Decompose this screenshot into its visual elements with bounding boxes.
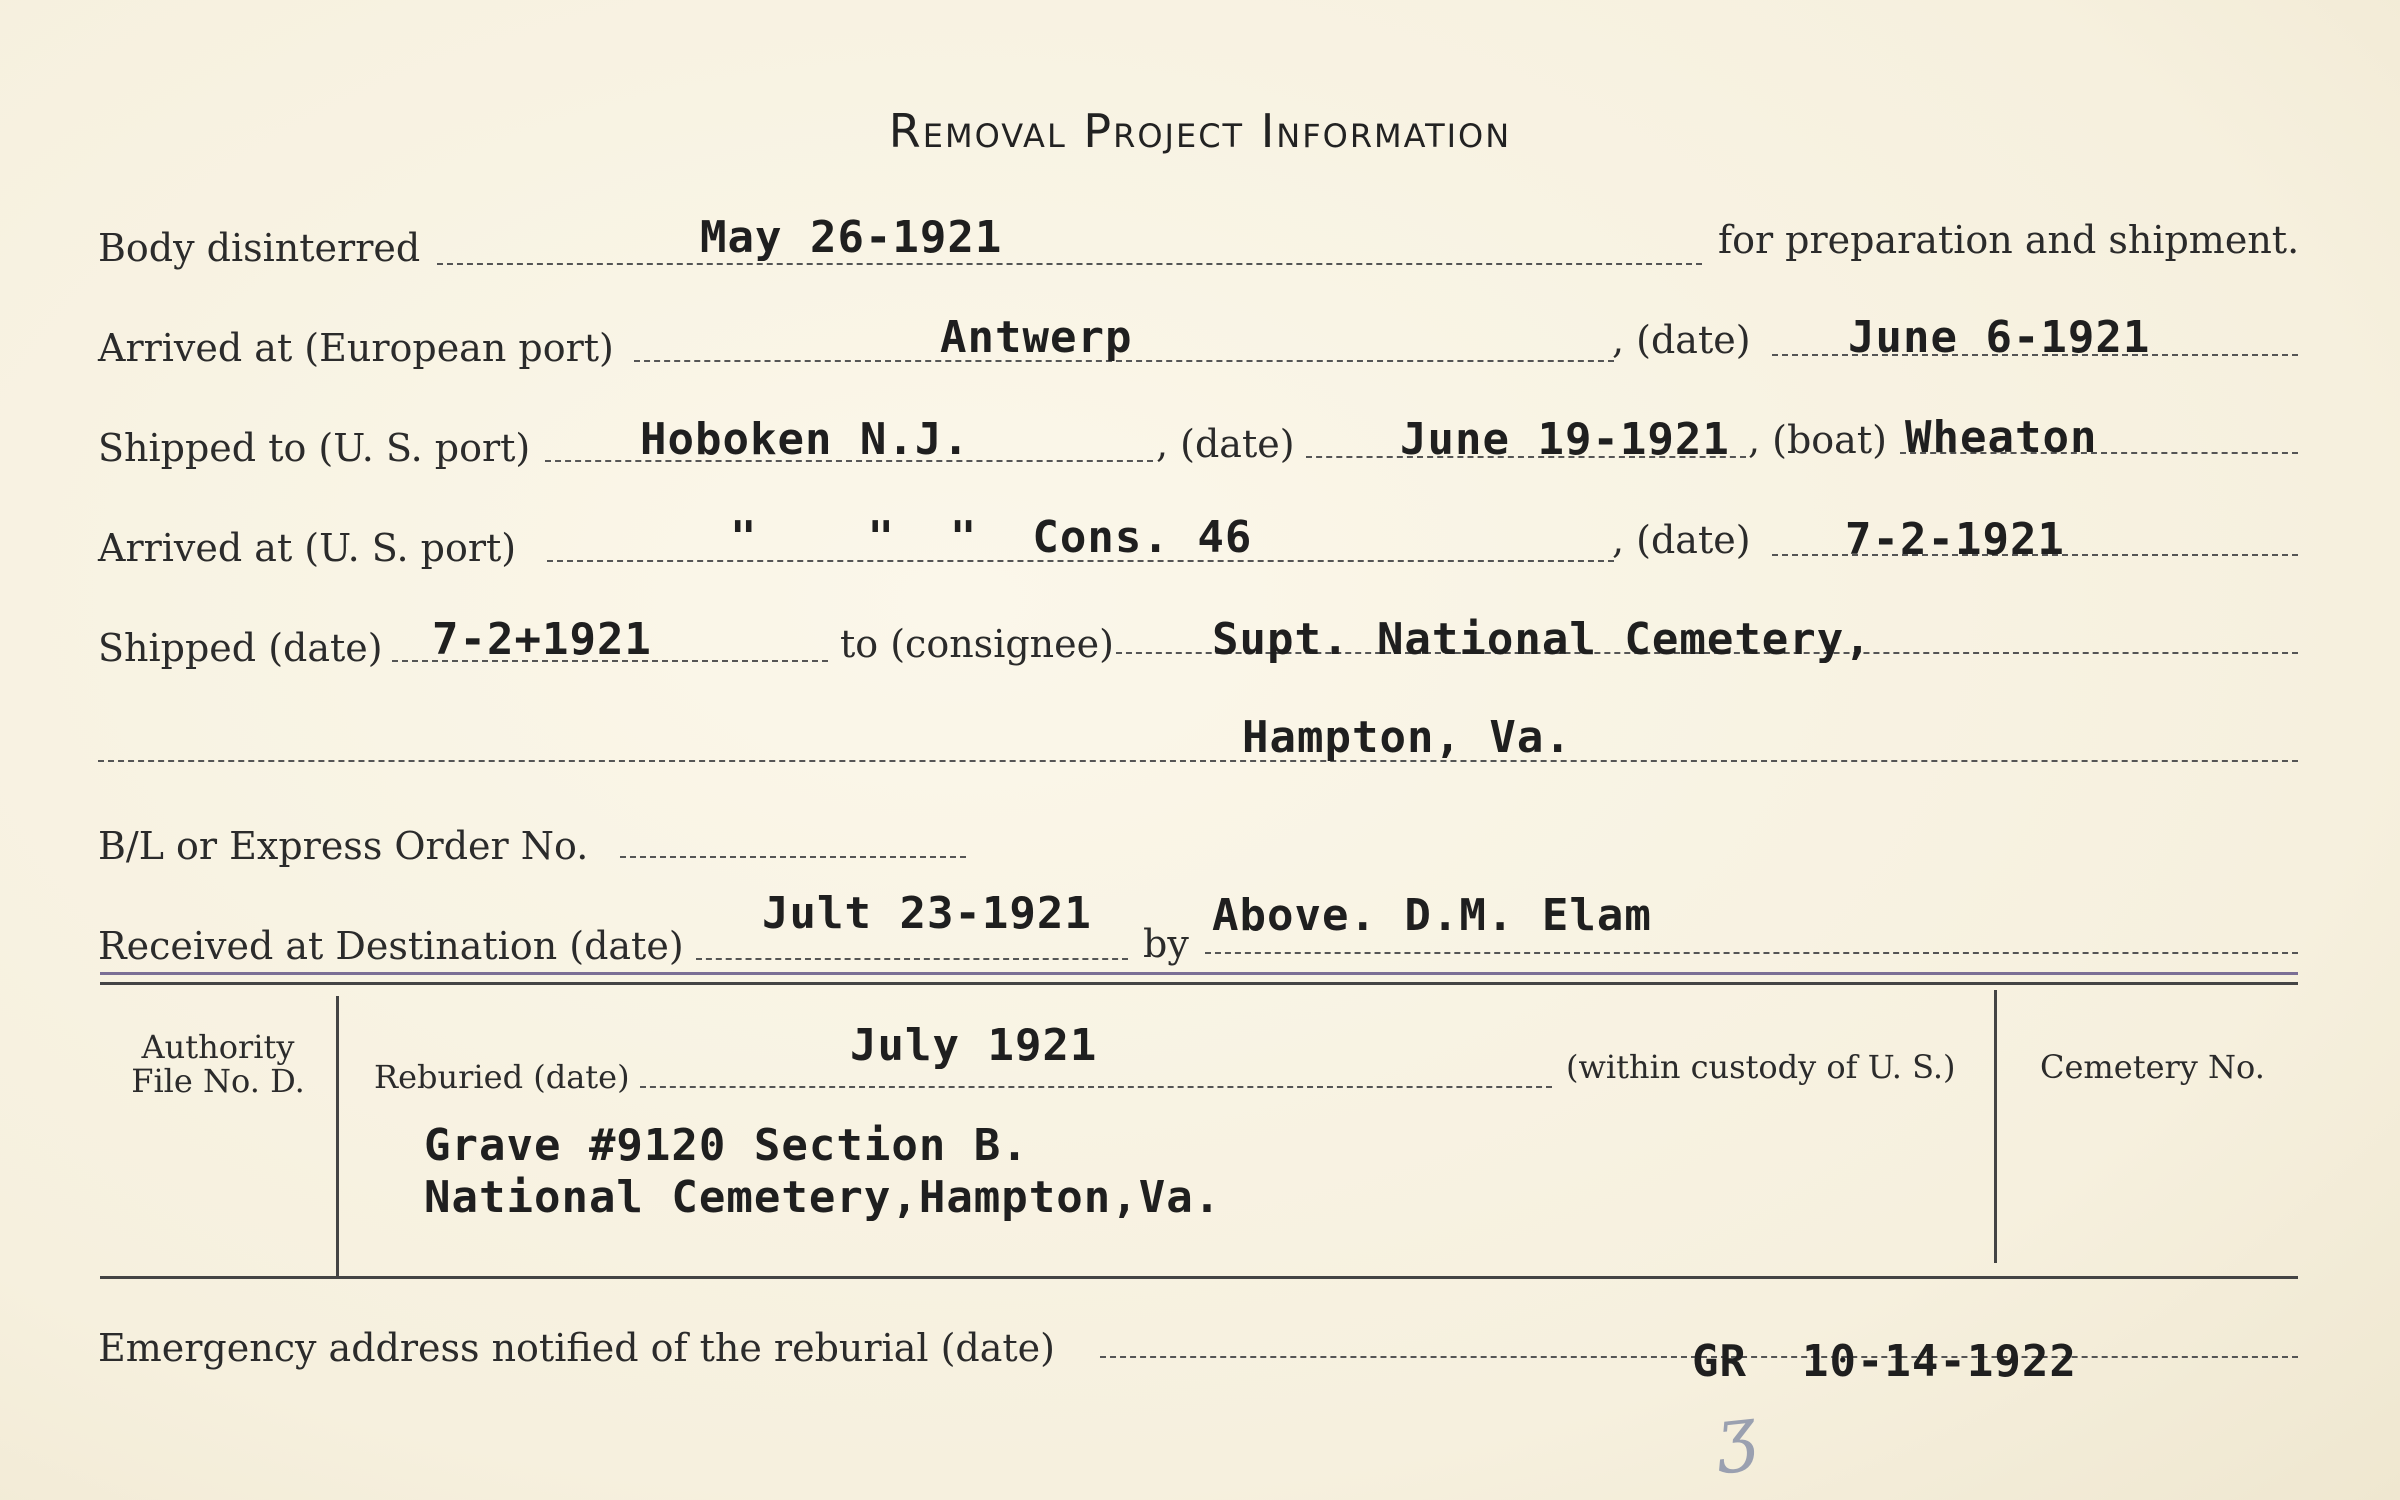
box-bottom-rule: [100, 1276, 2298, 1279]
emergency-value: GR 10-14-1922: [1692, 1336, 2077, 1387]
reburied-line: [640, 1086, 1552, 1088]
shipped-to-us-value: Hoboken N.J.: [640, 414, 970, 465]
arrived-us-label: Arrived at (U. S. port): [98, 526, 517, 570]
consignee-label: to (consignee): [840, 622, 1114, 666]
received-by-value: Above. D.M. Elam: [1212, 890, 1652, 941]
authority-label: Authority File No. D.: [131, 1028, 305, 1100]
grave-line-2: National Cemetery,Hampton,Va.: [424, 1172, 1222, 1223]
shipped-to-us-label: Shipped to (U. S. port): [98, 426, 531, 470]
body-disinterred-line: [437, 263, 1702, 265]
custody-label: (within custody of U. S.): [1566, 1048, 1956, 1086]
arrived-european-date: June 6-1921: [1848, 312, 2151, 363]
received-by-label: by: [1143, 922, 1189, 966]
box-top-rule-1: [100, 972, 2298, 975]
arrived-us-date-label: , (date): [1612, 518, 1751, 562]
shipped-date-label: Shipped (date): [98, 626, 383, 670]
received-value: Jult 23-1921: [762, 888, 1092, 939]
reburied-value: July 1921: [850, 1020, 1098, 1071]
reburied-label: Reburied (date): [374, 1058, 630, 1096]
grave-line-1: Grave #9120 Section B.: [424, 1120, 1029, 1171]
bl-line: [620, 856, 966, 858]
emergency-label: Emergency address notified of the reburial (date): [98, 1326, 1055, 1370]
consignee-value-2: Hampton, Va.: [1242, 712, 1572, 763]
shipped-to-us-boat: Wheaton: [1905, 412, 2098, 463]
consignee-line-2: [98, 760, 2298, 762]
arrived-european-label: Arrived at (European port): [98, 326, 614, 370]
received-by-line: [1205, 952, 2298, 954]
received-line: [696, 958, 1128, 960]
box-divider-left: [336, 996, 339, 1276]
cemetery-no-label: Cemetery No.: [2040, 1048, 2265, 1086]
arrived-european-date-label: , (date): [1612, 318, 1751, 362]
shipped-to-us-date-label: , (date): [1156, 422, 1295, 466]
arrived-us-value: " " " Cons. 46: [730, 512, 1253, 563]
body-disinterred-value: May 26-1921: [700, 212, 1003, 263]
shipped-date-value: 7-2+1921: [432, 614, 652, 665]
shipped-to-us-boat-label: , (boat): [1748, 418, 1887, 462]
received-label: Received at Destination (date): [98, 924, 684, 968]
consignee-value: Supt. National Cemetery,: [1212, 614, 1872, 665]
box-top-rule-2: [100, 982, 2298, 985]
body-disinterred-suffix: for preparation and shipment.: [1718, 218, 2300, 262]
card-title: Removal Project Information: [888, 104, 1512, 158]
pencil-mark: ʒ: [1711, 1390, 1760, 1476]
box-divider-right: [1994, 990, 1997, 1263]
bl-label: B/L or Express Order No.: [98, 824, 589, 868]
arrived-us-date: 7-2-1921: [1845, 514, 2065, 565]
shipped-to-us-date: June 19-1921: [1400, 414, 1730, 465]
body-disinterred-label: Body disinterred: [98, 226, 421, 270]
arrived-european-value: Antwerp: [940, 312, 1133, 363]
